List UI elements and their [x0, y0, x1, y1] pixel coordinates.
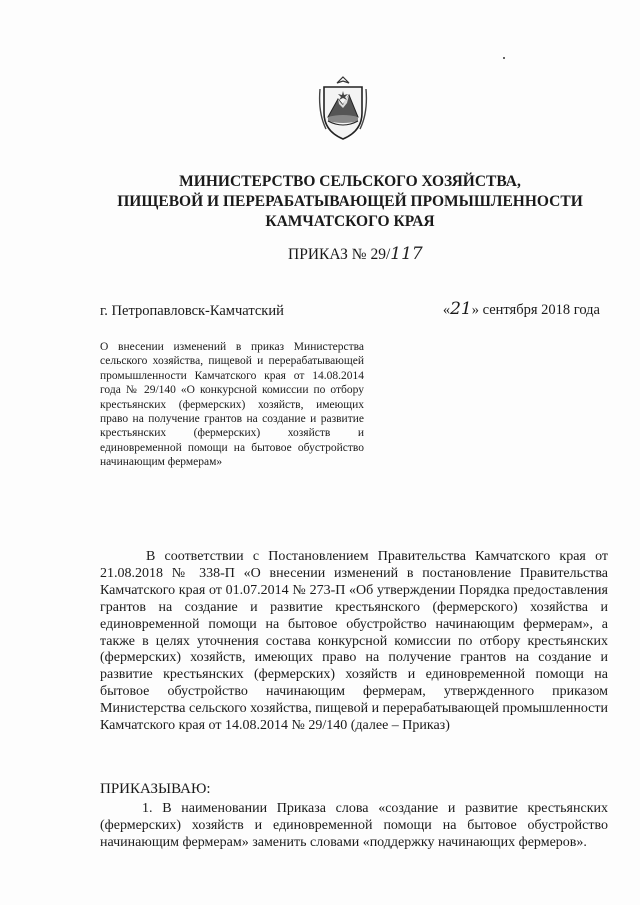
date-quote-open: «: [442, 302, 451, 318]
decree-item-1: 1. В наименовании Приказа слова «создание и развитие крестьянских (фермерских) хозяйств и единовременной помощи на бытовое обустройство начинающим фермерам» заменить словами «поддержку начинающих фермеров».: [100, 801, 608, 851]
order-prefix: ПРИКАЗ № 29/: [288, 246, 391, 263]
ministry-line-1: МИНИСТЕРСТВО СЕЛЬСКОГО ХОЗЯЙСТВА,: [179, 173, 521, 190]
kamchatka-coat-of-arms-icon: [318, 73, 368, 143]
decree-heading: ПРИКАЗЫВАЮ:: [100, 781, 211, 797]
preamble-paragraph: В соответствии с Постановлением Правительства Камчатского края от 21.08.2018 № 338-П «О внесении изменений в постановление Правительства Камчатского края от 01.07.2014 № 273-П «Об утверждении Порядка предоставления грантов на создание и развитие крестьянского (фермерского) хозяйства и единовременной помощи на бытовое обустройство начинающим фермерам», а также в целях уточнения состава конкурсной комиссии по отбору крестьянских (фермерских) хозяйств, имеющих право на получение грантов на создание и развитие крестьянских (фермерских) хозяйств и единовременной помощи на бытовое обустройство начинающим фермерам, утвержденного приказом Министерства сельского хозяйства, пищевой и перерабатывающей промышленности Камчатского края от 14.08.2014 № 29/140 (далее – Приказ): [100, 549, 608, 734]
date-rest: » сентября 2018 года: [471, 302, 600, 318]
order-date: [443, 299, 600, 319]
decree-items: [100, 800, 608, 852]
order-subject: О внесении изменений в приказ Министерства сельского хозяйства, пищевой и перерабатывающей промышленности Камчатского края от 14.08.2014 года № 29/140 «О конкурсной комиссии по отбору крестьянских (фермерских) хозяйств, имеющих право на получение грантов на создание и развитие крестьянских (фермерских) хозяйств и единовременной помощи на бытовое обустройство начинающим фермерам»: [100, 341, 364, 469]
scan-speck: [503, 57, 505, 59]
ministry-line-2: ПИЩЕВОЙ И ПЕРЕРАБАТЫВАЮЩЕЙ ПРОМЫШЛЕННОСТИ: [117, 193, 583, 210]
date-day-handwritten: 21: [450, 299, 472, 319]
preamble: [100, 549, 608, 735]
order-title: [288, 244, 423, 264]
ministry-line-3: КАМЧАТСКОГО КРАЯ: [265, 213, 435, 230]
city: г. Петропавловск-Камчатский: [100, 303, 284, 319]
ministry-title: [100, 172, 600, 232]
order-number-handwritten: 117: [390, 244, 423, 264]
